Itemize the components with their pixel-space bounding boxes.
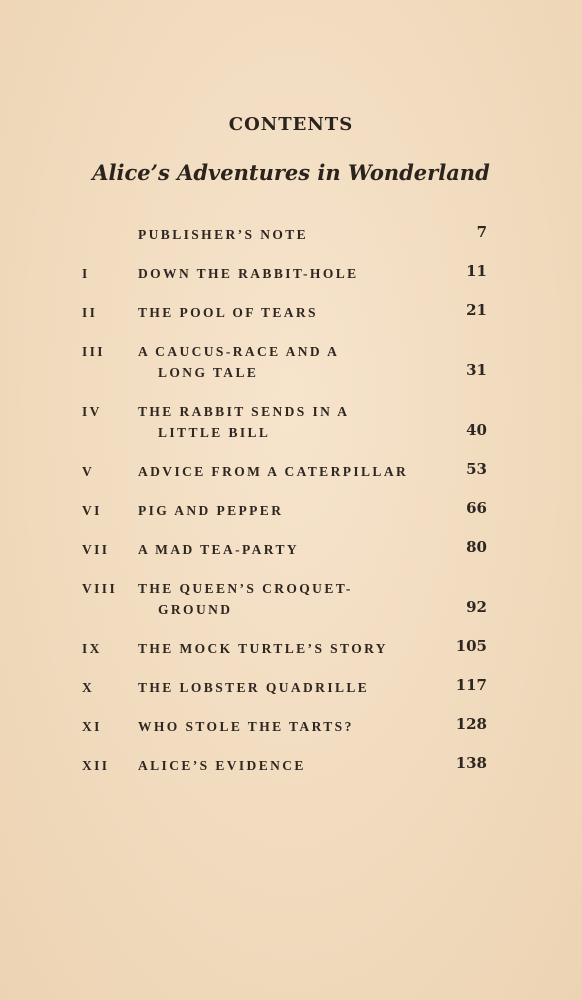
book-title: Alice’s Adventures in Wonderland bbox=[92, 160, 490, 185]
chapter-title: THE LOBSTER QUADRILLE bbox=[138, 680, 370, 695]
page-number: 92 bbox=[466, 598, 487, 616]
chapter-number: VI bbox=[82, 503, 102, 518]
chapter-title: THE MOCK TURTLE’S STORY bbox=[138, 641, 388, 656]
chapter-number: V bbox=[82, 464, 95, 479]
page-number: 11 bbox=[466, 262, 487, 280]
chapter-title: THE RABBIT SENDS IN A bbox=[138, 404, 350, 419]
chapter-title: THE QUEEN’S CROQUET- bbox=[138, 581, 353, 596]
chapter-number: X bbox=[82, 680, 95, 695]
page-number: 21 bbox=[466, 301, 487, 319]
page-number: 53 bbox=[466, 460, 487, 478]
contents-heading: CONTENTS bbox=[228, 114, 354, 135]
chapter-title: A CAUCUS-RACE AND A bbox=[138, 344, 340, 359]
chapter-number: XII bbox=[82, 758, 110, 773]
chapter-title: DOWN THE RABBIT-HOLE bbox=[138, 266, 359, 281]
chapter-title: ALICE’S EVIDENCE bbox=[138, 758, 306, 773]
chapter-title: WHO STOLE THE TARTS? bbox=[138, 719, 354, 734]
chapter-title-continued: GROUND bbox=[158, 602, 233, 617]
page-number: 105 bbox=[455, 637, 487, 655]
page-number: 80 bbox=[466, 538, 487, 556]
page-number: 66 bbox=[466, 499, 487, 517]
chapter-number: VIII bbox=[82, 581, 118, 596]
chapter-number: VII bbox=[82, 542, 110, 557]
page-number: 128 bbox=[455, 715, 487, 733]
page-number: 138 bbox=[455, 754, 487, 772]
chapter-title: THE POOL OF TEARS bbox=[138, 305, 318, 320]
chapter-title: PIG AND PEPPER bbox=[138, 503, 284, 518]
chapter-number: XI bbox=[82, 719, 102, 734]
chapter-title-continued: LITTLE BILL bbox=[158, 425, 271, 440]
chapter-title-continued: LONG TALE bbox=[158, 365, 259, 380]
chapter-title: PUBLISHER’S NOTE bbox=[138, 227, 309, 242]
chapter-number: IX bbox=[82, 641, 102, 656]
chapter-title: ADVICE FROM A CATERPILLAR bbox=[138, 464, 409, 479]
chapter-number: I bbox=[82, 266, 90, 281]
chapter-number: III bbox=[82, 344, 105, 359]
page-number: 117 bbox=[455, 676, 487, 694]
chapter-number: IV bbox=[82, 404, 102, 419]
chapter-title: A MAD TEA-PARTY bbox=[138, 542, 300, 557]
chapter-number: II bbox=[82, 305, 98, 320]
page-number: 31 bbox=[466, 361, 487, 379]
page-number: 7 bbox=[476, 223, 487, 241]
page-number: 40 bbox=[466, 421, 487, 439]
